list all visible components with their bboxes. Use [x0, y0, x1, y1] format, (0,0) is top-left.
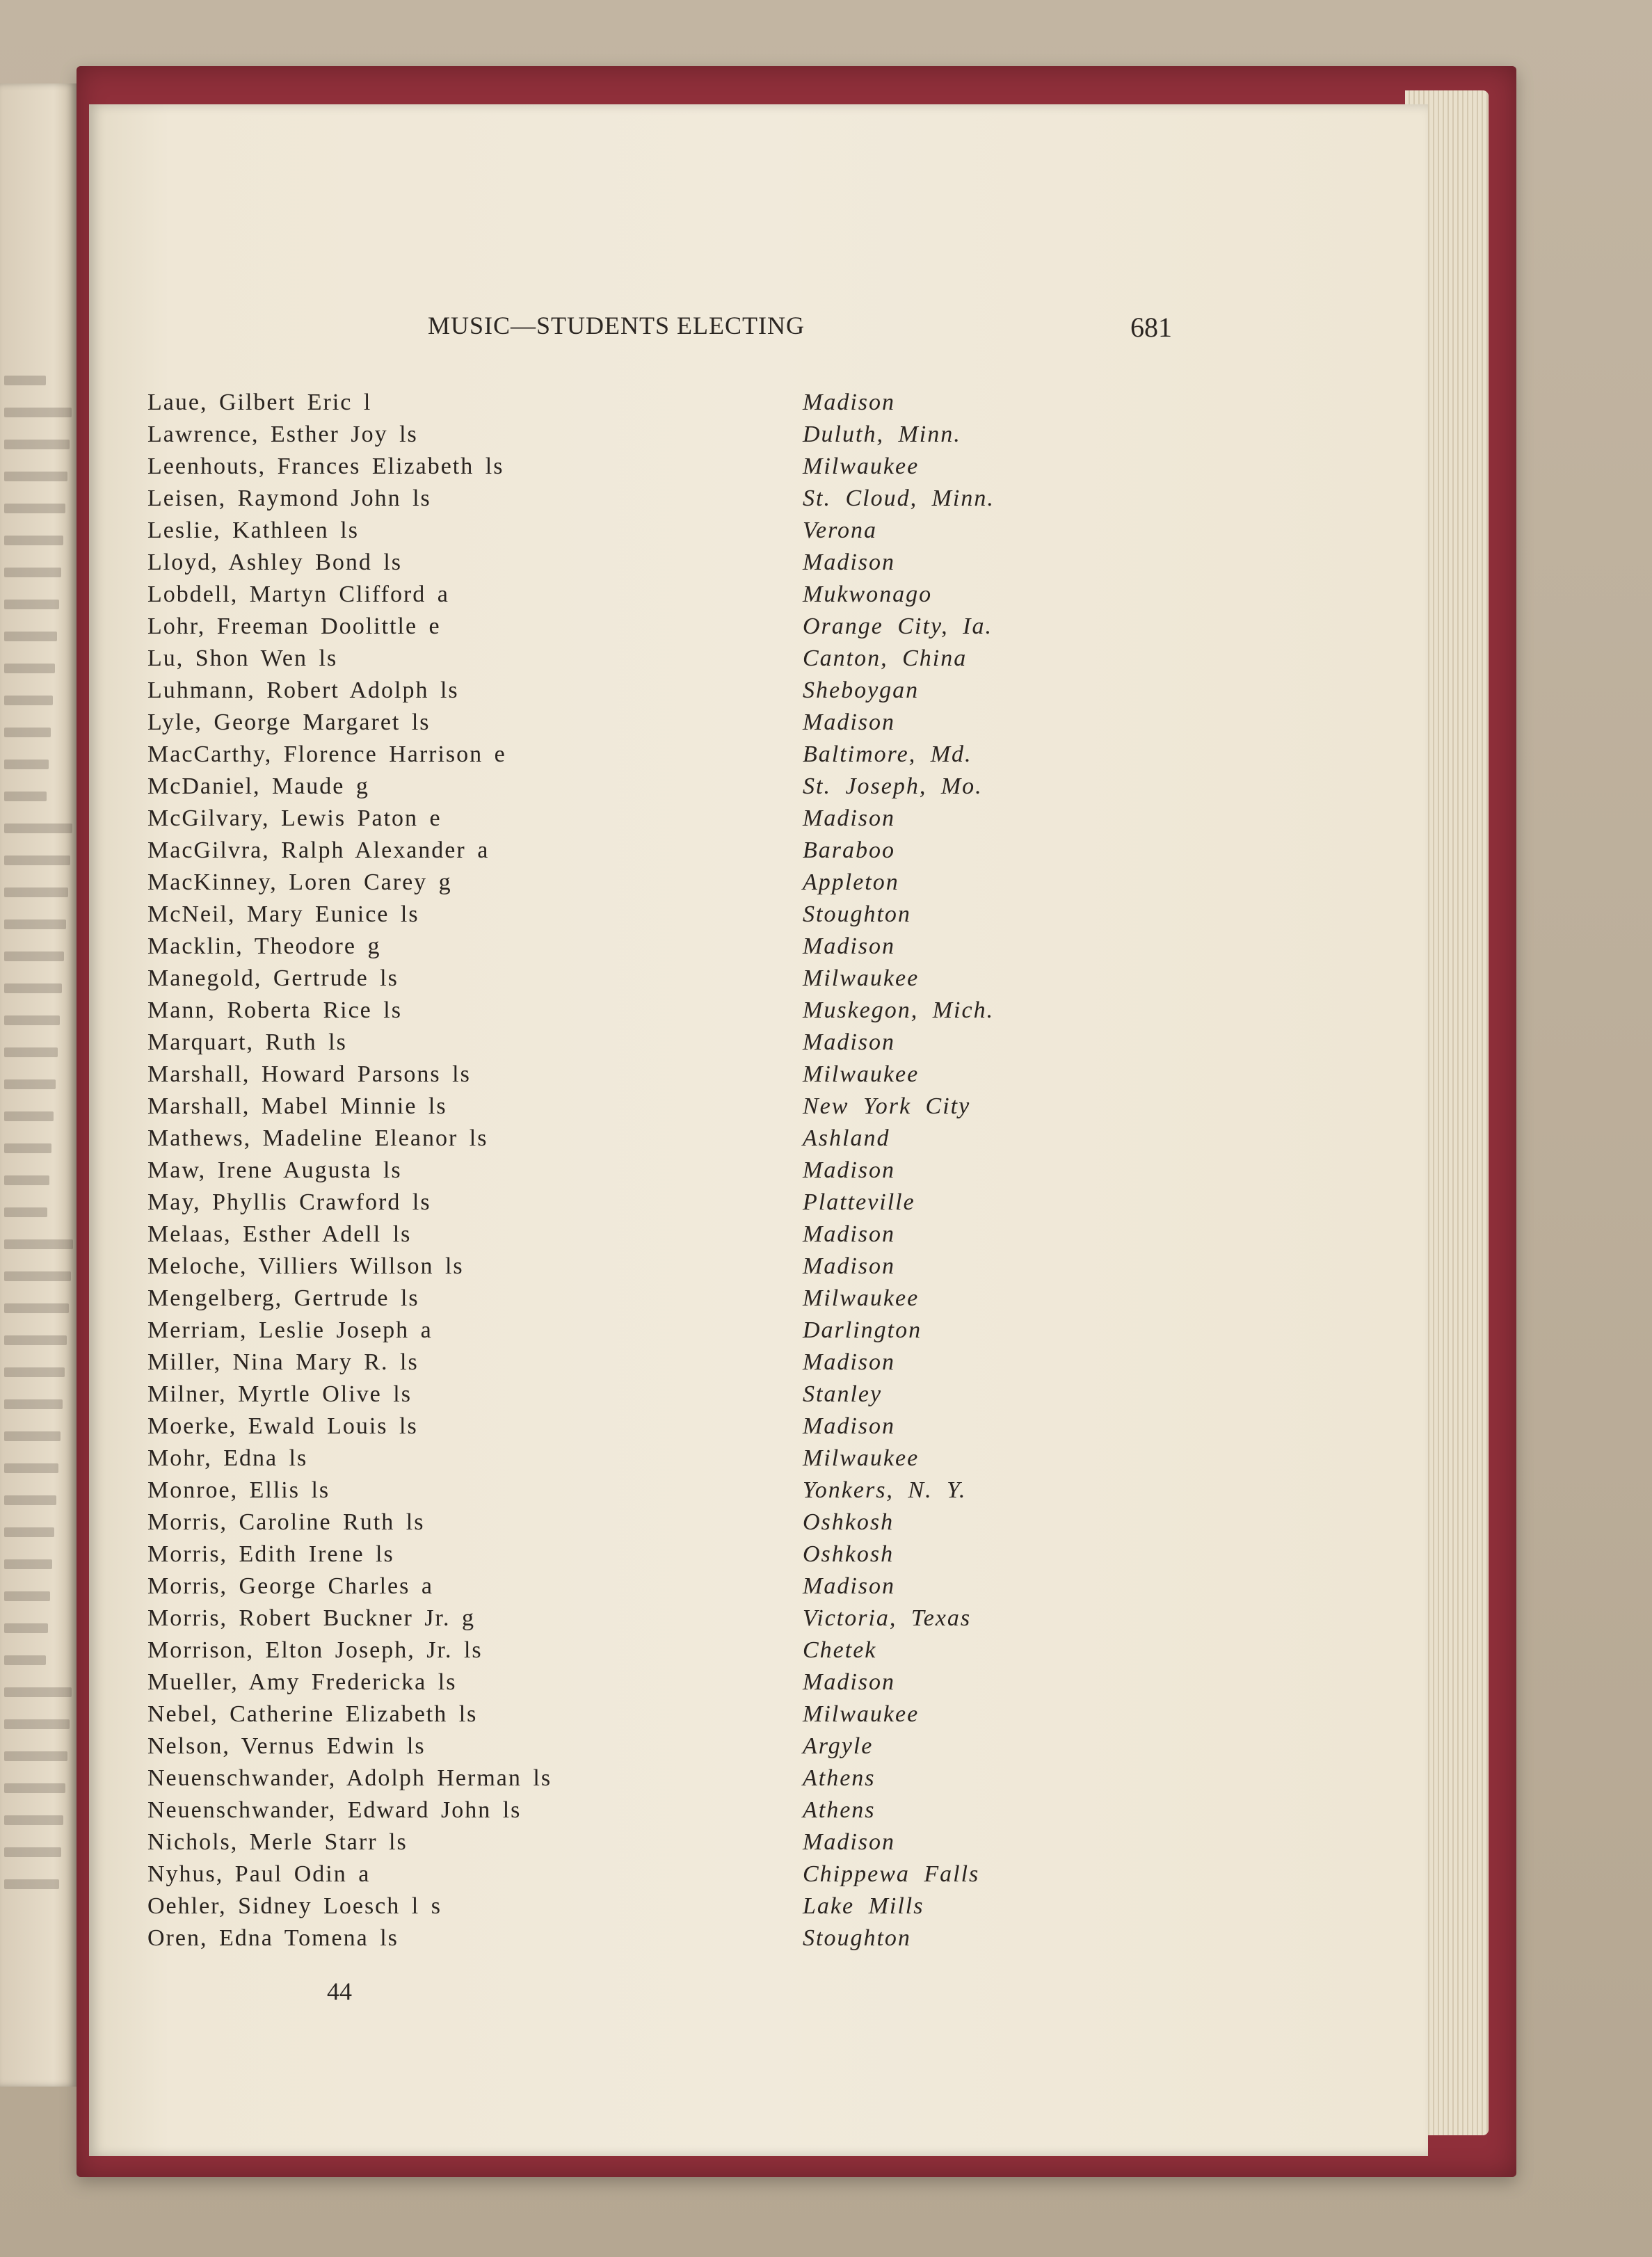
page-number: 681 — [1130, 312, 1172, 343]
student-hometown: Madison — [803, 1413, 895, 1439]
student-name: Laue, Gilbert Eric l — [147, 389, 372, 415]
student-name: Lohr, Freeman Doolittle e — [147, 613, 441, 639]
student-name: Nebel, Catherine Elizabeth ls — [147, 1701, 478, 1727]
student-hometown: Madison — [803, 389, 895, 415]
facing-page-text-fragment — [4, 887, 68, 897]
student-hometown: St. Cloud, Minn. — [803, 485, 995, 511]
student-hometown: Chippewa Falls — [803, 1861, 980, 1887]
student-hometown: Darlington — [803, 1317, 922, 1343]
facing-page-text-fragment — [4, 472, 67, 481]
list-item — [147, 645, 1107, 677]
student-hometown: Lake Mills — [803, 1893, 924, 1919]
list-item — [147, 965, 1107, 997]
student-hometown: Madison — [803, 805, 895, 831]
facing-page-text-fragment — [4, 1303, 69, 1313]
list-item — [147, 1349, 1107, 1381]
student-name: Maw, Irene Augusta ls — [147, 1157, 402, 1183]
list-item — [147, 421, 1107, 453]
student-hometown: Argyle — [803, 1733, 874, 1759]
facing-page-text-fragment — [4, 1495, 56, 1505]
facing-page-text-fragment — [4, 600, 59, 609]
student-name: MacCarthy, Florence Harrison e — [147, 741, 506, 767]
facing-page-text-fragment — [4, 536, 63, 545]
student-hometown: Milwaukee — [803, 453, 920, 479]
student-name: Lu, Shon Wen ls — [147, 645, 338, 671]
student-name: Oren, Edna Tomena ls — [147, 1925, 399, 1951]
facing-page-text-fragment — [4, 1271, 71, 1281]
student-hometown: Baltimore, Md. — [803, 741, 972, 767]
student-hometown: Madison — [803, 1349, 895, 1375]
student-name: Mann, Roberta Rice ls — [147, 997, 402, 1023]
list-item — [147, 549, 1107, 581]
facing-page-text-fragment — [4, 1047, 58, 1057]
list-item — [147, 581, 1107, 613]
student-hometown: Athens — [803, 1765, 876, 1791]
facing-page-text-fragment — [4, 1367, 65, 1377]
student-hometown: Orange City, Ia. — [803, 613, 993, 639]
facing-page-edge — [0, 83, 77, 2087]
list-item — [147, 1381, 1107, 1413]
facing-page-text-fragment — [4, 1815, 63, 1825]
facing-page-text-fragment — [4, 728, 51, 737]
student-hometown: Oshkosh — [803, 1541, 895, 1567]
list-item — [147, 1477, 1107, 1509]
facing-page-text-fragment — [4, 919, 66, 929]
facing-page-text-fragment — [4, 1239, 73, 1249]
student-hometown: Madison — [803, 1157, 895, 1183]
facing-page-text-fragment — [4, 1175, 49, 1185]
student-name: Morris, George Charles a — [147, 1573, 433, 1599]
facing-page-text-fragment — [4, 1431, 61, 1441]
student-hometown: Madison — [803, 1221, 895, 1247]
student-hometown: Madison — [803, 549, 895, 575]
facing-page-text-fragment — [4, 1719, 70, 1729]
facing-page-text-fragment — [4, 1335, 67, 1345]
facing-page-text-fragment — [4, 408, 72, 417]
list-item — [147, 485, 1107, 517]
list-item — [147, 1445, 1107, 1477]
student-name: Milner, Myrtle Olive ls — [147, 1381, 412, 1407]
facing-page-text-fragment — [4, 1399, 63, 1409]
student-name: Lloyd, Ashley Bond ls — [147, 549, 403, 575]
running-head: MUSIC—STUDENTS ELECTING — [428, 312, 805, 339]
student-name: Morris, Caroline Ruth ls — [147, 1509, 425, 1535]
student-name: Leenhouts, Frances Elizabeth ls — [147, 453, 504, 479]
facing-page-text-fragment — [4, 1559, 52, 1569]
student-hometown: Appleton — [803, 869, 899, 895]
signature-mark: 44 — [327, 1977, 352, 2005]
facing-page-text-fragment — [4, 1687, 72, 1697]
student-list — [147, 389, 1107, 1957]
student-name: McGilvary, Lewis Paton e — [147, 805, 442, 831]
list-item — [147, 1093, 1107, 1125]
student-hometown: Yonkers, N. Y. — [803, 1477, 967, 1503]
facing-page-text-fragment — [4, 568, 61, 577]
student-hometown: Madison — [803, 1829, 895, 1855]
facing-page-text-fragment — [4, 664, 55, 673]
student-hometown: Athens — [803, 1797, 876, 1823]
facing-page-text-fragment — [4, 856, 70, 865]
student-name: Mengelberg, Gertrude ls — [147, 1285, 419, 1311]
student-hometown: Platteville — [803, 1189, 915, 1215]
facing-page-text-fragment — [4, 1463, 58, 1473]
list-item — [147, 517, 1107, 549]
student-name: MacGilvra, Ralph Alexander a — [147, 837, 490, 863]
student-hometown: Milwaukee — [803, 1701, 920, 1727]
list-item — [147, 805, 1107, 837]
list-item — [147, 997, 1107, 1029]
facing-page-text-fragment — [4, 1079, 56, 1089]
facing-page-text-fragment — [4, 1143, 51, 1153]
student-hometown: Milwaukee — [803, 1445, 920, 1471]
list-item — [147, 613, 1107, 645]
student-hometown: Madison — [803, 1669, 895, 1695]
facing-page-text-fragment — [4, 1879, 59, 1889]
student-hometown: Chetek — [803, 1637, 877, 1663]
student-name: Marshall, Mabel Minnie ls — [147, 1093, 447, 1119]
student-name: Morris, Edith Irene ls — [147, 1541, 394, 1567]
list-item — [147, 389, 1107, 421]
list-item — [147, 773, 1107, 805]
facing-page-text-fragment — [4, 1111, 54, 1121]
facing-page-text-fragment — [4, 1591, 50, 1601]
list-item — [147, 1733, 1107, 1765]
student-hometown: Stoughton — [803, 1925, 911, 1951]
student-name: Neuenschwander, Edward John ls — [147, 1797, 522, 1823]
student-name: Moerke, Ewald Louis ls — [147, 1413, 418, 1439]
student-name: Merriam, Leslie Joseph a — [147, 1317, 433, 1343]
list-item — [147, 677, 1107, 709]
list-item — [147, 1317, 1107, 1349]
facing-page-text-fragment — [4, 440, 70, 449]
list-item — [147, 1413, 1107, 1445]
student-hometown: Oshkosh — [803, 1509, 895, 1535]
student-hometown: Ashland — [803, 1125, 890, 1151]
student-name: Nichols, Merle Starr ls — [147, 1829, 408, 1855]
student-name: Marshall, Howard Parsons ls — [147, 1061, 471, 1087]
facing-page-text-fragment — [4, 1847, 61, 1857]
student-name: McNeil, Mary Eunice ls — [147, 901, 419, 927]
student-hometown: Stanley — [803, 1381, 883, 1407]
list-item — [147, 1061, 1107, 1093]
facing-page-text-fragment — [4, 1527, 54, 1537]
student-name: Lyle, George Margaret ls — [147, 709, 431, 735]
facing-page-text-fragment — [4, 632, 57, 641]
list-item — [147, 1925, 1107, 1957]
list-item — [147, 1541, 1107, 1573]
student-name: Morris, Robert Buckner Jr. g — [147, 1605, 475, 1631]
student-name: Macklin, Theodore g — [147, 933, 381, 959]
list-item — [147, 1861, 1107, 1893]
list-item — [147, 933, 1107, 965]
list-item — [147, 1157, 1107, 1189]
student-hometown: Madison — [803, 1573, 895, 1599]
list-item — [147, 1701, 1107, 1733]
student-hometown: Verona — [803, 517, 878, 543]
list-item — [147, 1893, 1107, 1925]
student-hometown: Sheboygan — [803, 677, 920, 703]
list-item — [147, 709, 1107, 741]
student-hometown: Duluth, Minn. — [803, 421, 961, 447]
facing-page-text-fragment — [4, 824, 72, 833]
student-name: Marquart, Ruth ls — [147, 1029, 347, 1055]
student-hometown: Madison — [803, 1029, 895, 1055]
list-item — [147, 1029, 1107, 1061]
facing-page-text-fragment — [4, 760, 49, 769]
student-hometown: Stoughton — [803, 901, 911, 927]
facing-page-text-fragment — [4, 1623, 48, 1633]
list-item — [147, 1573, 1107, 1605]
list-item — [147, 1797, 1107, 1829]
student-name: Mohr, Edna ls — [147, 1445, 308, 1471]
student-name: Morrison, Elton Joseph, Jr. ls — [147, 1637, 483, 1663]
list-item — [147, 1765, 1107, 1797]
student-name: McDaniel, Maude g — [147, 773, 369, 799]
student-name: Miller, Nina Mary R. ls — [147, 1349, 419, 1375]
list-item — [147, 1509, 1107, 1541]
facing-page-text-fragment — [4, 792, 47, 801]
student-name: Lawrence, Esther Joy ls — [147, 421, 418, 447]
facing-page-text-fragment — [4, 1015, 60, 1025]
list-item — [147, 1605, 1107, 1637]
student-hometown: New York City — [803, 1093, 971, 1119]
facing-page-text-fragment — [4, 696, 53, 705]
student-name: Melaas, Esther Adell ls — [147, 1221, 412, 1247]
list-item — [147, 1253, 1107, 1285]
facing-page-text-fragment — [4, 1751, 67, 1761]
student-name: MacKinney, Loren Carey g — [147, 869, 452, 895]
student-hometown: Milwaukee — [803, 1061, 920, 1087]
student-name: Mathews, Madeline Eleanor ls — [147, 1125, 488, 1151]
list-item — [147, 741, 1107, 773]
facing-page-text-fragment — [4, 1783, 65, 1793]
student-hometown: Muskegon, Mich. — [803, 997, 995, 1023]
student-name: May, Phyllis Crawford ls — [147, 1189, 431, 1215]
student-name: Mueller, Amy Fredericka ls — [147, 1669, 457, 1695]
facing-page-text-fragment — [4, 376, 46, 385]
student-name: Nyhus, Paul Odin a — [147, 1861, 371, 1887]
list-item — [147, 869, 1107, 901]
student-hometown: Madison — [803, 709, 895, 735]
facing-page-text-fragment — [4, 1207, 47, 1217]
list-item — [147, 1285, 1107, 1317]
student-hometown: Mukwonago — [803, 581, 933, 607]
student-name: Monroe, Ellis ls — [147, 1477, 330, 1503]
student-name: Lobdell, Martyn Clifford a — [147, 581, 449, 607]
list-item — [147, 1669, 1107, 1701]
list-item — [147, 1125, 1107, 1157]
student-name: Oehler, Sidney Loesch l s — [147, 1893, 442, 1919]
student-name: Meloche, Villiers Willson ls — [147, 1253, 464, 1279]
student-hometown: Canton, China — [803, 645, 968, 671]
list-item — [147, 1637, 1107, 1669]
student-name: Nelson, Vernus Edwin ls — [147, 1733, 426, 1759]
student-name: Luhmann, Robert Adolph ls — [147, 677, 459, 703]
student-name: Leslie, Kathleen ls — [147, 517, 359, 543]
facing-page-text-fragment — [4, 1655, 46, 1665]
list-item — [147, 837, 1107, 869]
list-item — [147, 1829, 1107, 1861]
facing-page-text-fragment — [4, 951, 64, 961]
student-hometown: Baraboo — [803, 837, 895, 863]
student-name: Leisen, Raymond John ls — [147, 485, 431, 511]
student-hometown: St. Joseph, Mo. — [803, 773, 983, 799]
student-hometown: Victoria, Texas — [803, 1605, 972, 1631]
list-item — [147, 1189, 1107, 1221]
student-name: Neuenschwander, Adolph Herman ls — [147, 1765, 552, 1791]
list-item — [147, 453, 1107, 485]
student-hometown: Madison — [803, 933, 895, 959]
facing-page-text-fragment — [4, 504, 65, 513]
facing-page-text-fragment — [4, 983, 62, 993]
student-hometown: Milwaukee — [803, 965, 920, 991]
list-item — [147, 1221, 1107, 1253]
student-hometown: Madison — [803, 1253, 895, 1279]
student-name: Manegold, Gertrude ls — [147, 965, 399, 991]
student-hometown: Milwaukee — [803, 1285, 920, 1311]
list-item — [147, 901, 1107, 933]
